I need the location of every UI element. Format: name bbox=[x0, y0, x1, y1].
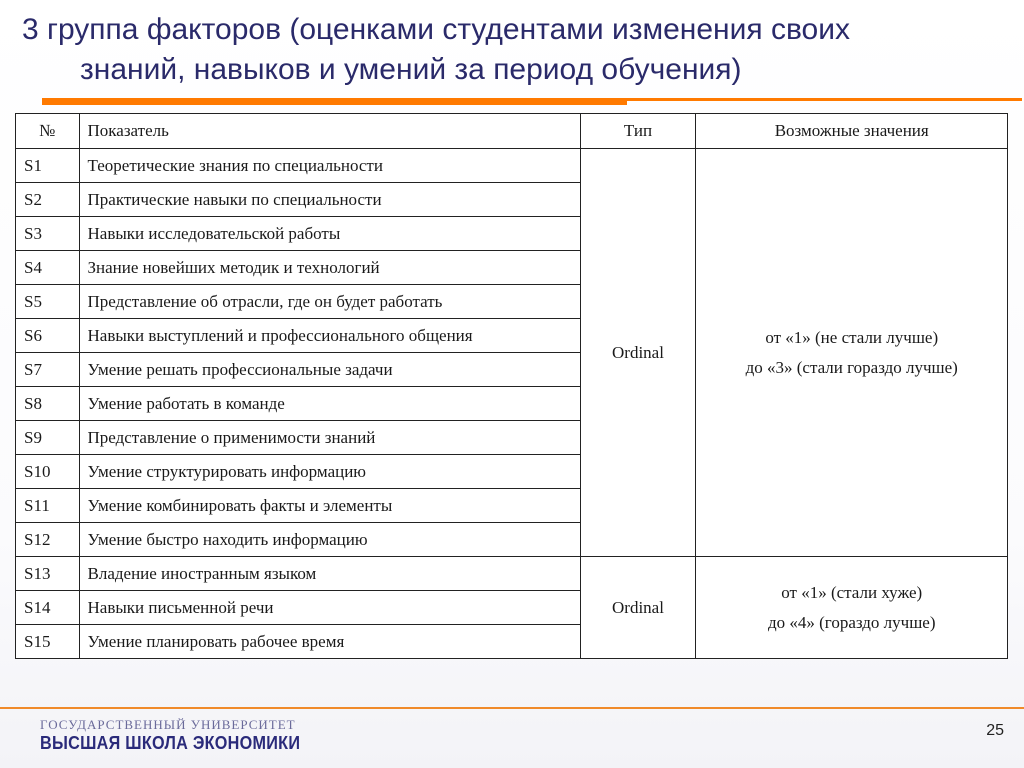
group-1-values bbox=[696, 149, 1008, 557]
factors-table bbox=[15, 113, 1008, 659]
row-indicator: Знание новейших методик и технологий bbox=[79, 251, 580, 285]
row-id: S15 bbox=[16, 625, 80, 659]
row-indicator: Представление об отрасли, где он будет работать bbox=[79, 285, 580, 319]
group-2-values-line-1: от «1» (стали хуже) bbox=[781, 582, 923, 602]
row-indicator: Умение работать в команде bbox=[79, 387, 580, 421]
row-id: S12 bbox=[16, 523, 80, 557]
row-id: S13 bbox=[16, 557, 80, 591]
header-indicator: Показатель bbox=[79, 114, 580, 149]
title-underline bbox=[42, 98, 980, 108]
row-id: S3 bbox=[16, 217, 80, 251]
table-row bbox=[16, 557, 1008, 591]
row-id: S11 bbox=[16, 489, 80, 523]
header-values: Возможные значения bbox=[696, 114, 1008, 149]
row-indicator: Владение иностранным языком bbox=[79, 557, 580, 591]
group-1-values-line-1: от «1» (не стали лучше) bbox=[765, 327, 939, 347]
slide-title-line-2: знаний, навыков и умений за период обучения) bbox=[80, 53, 742, 86]
slide-title bbox=[22, 10, 1012, 90]
table-header-row bbox=[16, 114, 1008, 149]
group-2-values-line-2: до «4» (гораздо лучше) bbox=[767, 612, 936, 632]
group-1-values-line-2: до «3» (стали гораздо лучше) bbox=[745, 357, 958, 377]
row-id: S14 bbox=[16, 591, 80, 625]
row-id: S4 bbox=[16, 251, 80, 285]
logo-line-2: ВЫСШАЯ ШКОЛА ЭКОНОМИКИ bbox=[40, 733, 301, 753]
header-num: № bbox=[16, 114, 80, 149]
university-logo bbox=[40, 718, 329, 754]
row-indicator: Теоретические знания по специальности bbox=[79, 149, 580, 183]
row-indicator: Умение планировать рабочее время bbox=[79, 625, 580, 659]
row-indicator: Умение быстро находить информацию bbox=[79, 523, 580, 557]
header-type: Тип bbox=[580, 114, 696, 149]
title-underline-thick bbox=[42, 98, 627, 105]
row-id: S1 bbox=[16, 149, 80, 183]
logo-line-1: ГОСУДАРСТВЕННЫЙ УНИВЕРСИТЕТ bbox=[40, 717, 296, 732]
group-2-type: Ordinal bbox=[580, 557, 696, 659]
row-indicator: Умение структурировать информацию bbox=[79, 455, 580, 489]
row-id: S2 bbox=[16, 183, 80, 217]
row-indicator: Умение комбинировать факты и элементы bbox=[79, 489, 580, 523]
row-indicator: Представление о применимости знаний bbox=[79, 421, 580, 455]
table-row bbox=[16, 149, 1008, 183]
footer-divider bbox=[0, 707, 1024, 709]
page-number: 25 bbox=[986, 722, 1004, 739]
row-id: S10 bbox=[16, 455, 80, 489]
row-id: S6 bbox=[16, 319, 80, 353]
title-underline-thin bbox=[627, 98, 1022, 101]
row-indicator: Умение решать профессиональные задачи bbox=[79, 353, 580, 387]
group-2-values bbox=[696, 557, 1008, 659]
row-id: S7 bbox=[16, 353, 80, 387]
row-indicator: Навыки исследовательской работы bbox=[79, 217, 580, 251]
row-id: S9 bbox=[16, 421, 80, 455]
group-1-type: Ordinal bbox=[580, 149, 696, 557]
slide-title-line-1: 3 группа факторов (оценками студентами изменения своих bbox=[22, 13, 851, 46]
row-id: S5 bbox=[16, 285, 80, 319]
row-indicator: Навыки письменной речи bbox=[79, 591, 580, 625]
row-indicator: Навыки выступлений и профессионального общения bbox=[79, 319, 580, 353]
row-id: S8 bbox=[16, 387, 80, 421]
row-indicator: Практические навыки по специальности bbox=[79, 183, 580, 217]
